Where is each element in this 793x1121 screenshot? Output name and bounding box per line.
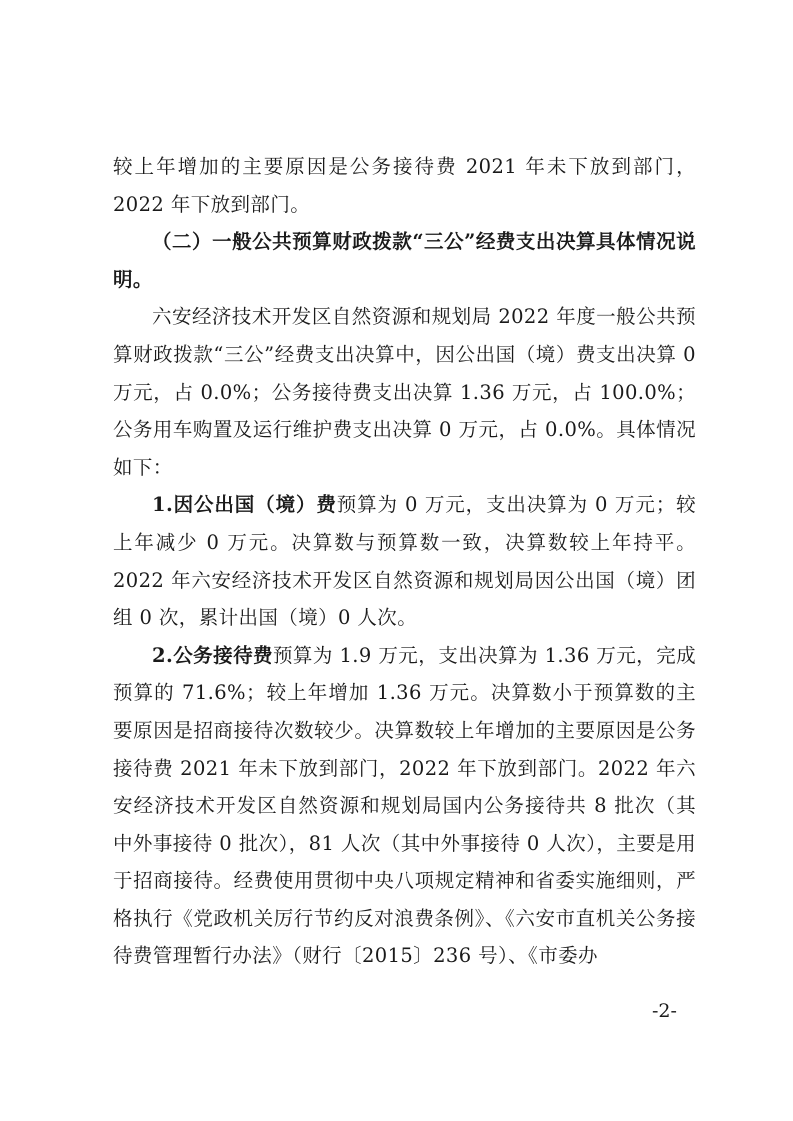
section-heading: （二）一般公共预算财政拨款“三公”经费支出决算具体情况说明。 [113,230,696,291]
paragraph-continuation: 较上年增加的主要原因是公务接待费 2021 年未下放到部门，2022 年下放到部门。 [113,155,696,216]
item-title-reception: 2.公务接待费 [152,643,273,667]
item-body-reception: 预算为 1.9 万元，支出决算为 1.36 万元，完成预算的 71.6%；较上年增加 1.36 万元。决算数小于预算数的主要原因是招商接待次数较少。决算数较上年增加的主要原因是公务接待费 2021 年未下放到部门，2022 年下放到部门。2022 年六安经济技术开发区自然资源和规划局国内公务接待共 8 批次（其中外事接待 0 批次），81 人次（其中外事接待 0 人次），主要是用于招商接待。经费使用贯彻中央八项规定精神和省委实施细则，严格执行《党政机关厉行节约反对浪费条例》、《六安市直机关公务接待费管理暂行办法》（财行〔2015〕236 号）、《市委办 [113,643,696,968]
document-body [113,148,696,975]
page-number: -2- [652,1000,677,1022]
paragraph-summary: 六安经济技术开发区自然资源和规划局 2022 年度一般公共预算财政拨款“三公”经费支出决算中，因公出国（境）费支出决算 0 万元，占 0.0%；公务接待费支出决算 1.36 万元，占 100.0%；公务用车购置及运行维护费支出决算 0 万元，占 0.0%。具体情况如下： [113,305,696,479]
item-body-overseas: 预算为 0 万元，支出决算为 0 万元；较上年减少 0 万元。决算数与预算数一致，决算数较上年持平。2022 年六安经济技术开发区自然资源和规划局因公出国（境）团组 0 次，累计出国（境）0 人次。 [113,493,696,630]
paragraph-overseas [113,486,696,636]
item-title-overseas: 1.因公出国（境）费 [152,493,337,517]
paragraph-reception [113,637,696,975]
